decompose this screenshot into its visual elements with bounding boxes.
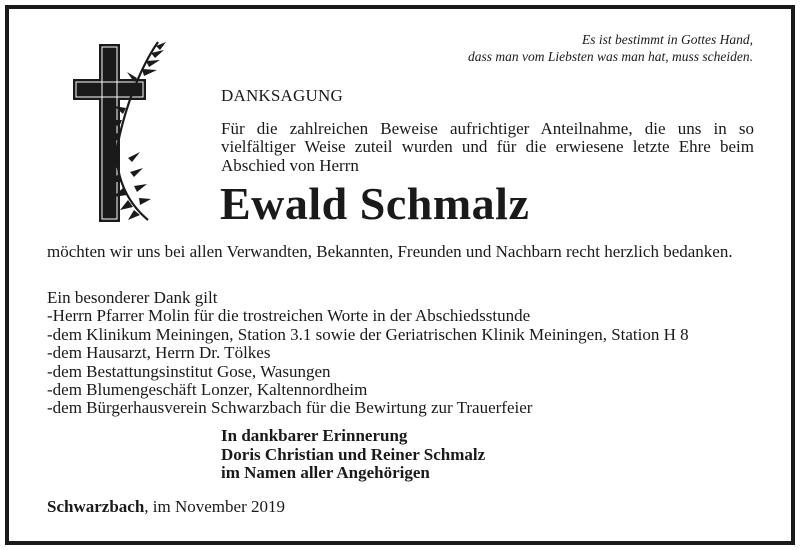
place-date: [47, 497, 285, 517]
thanks-text: möchten wir uns bei allen Verwandten, Bekannten, Freunden und Nachbarn recht herzlich bedanken.: [47, 242, 733, 261]
list-item: -dem Bestattungsinstitut Gose, Wasungen: [47, 361, 331, 381]
cross-with-palm-branch-icon: [70, 38, 170, 228]
place: Schwarzbach: [47, 497, 145, 516]
list-item: -dem Klinikum Meiningen, Station 3.1 sowie der Geriatrischen Klinik Meiningen, Station H 8: [47, 324, 689, 344]
intro-text: Für die zahlreichen Beweise aufrichtiger Anteilnahme, die uns in so vielfältiger Weise zuteil wurden und für die erwiesene letzte Ehre beim Abschied von Herrn: [221, 119, 754, 175]
signature-line-2: Doris Christian und Reiner Schmalz: [221, 444, 486, 464]
deceased-name: Ewald Schmalz: [220, 178, 530, 229]
quote-line-1: Es ist bestimmt in Gottes Hand,: [582, 32, 753, 47]
date: , im November 2019: [144, 497, 285, 516]
signature-line-1: In dankbarer Erinnerung: [221, 426, 408, 445]
list-item: -Herrn Pfarrer Molin für die trostreichen Worte in der Abschiedsstunde: [47, 306, 531, 326]
heading: DANKSAGUNG: [221, 86, 343, 105]
list-item: -dem Bürgerhausverein Schwarzbach für die Bewirtung zur Trauerfeier: [47, 398, 533, 418]
special-thanks: [47, 289, 689, 418]
list-item: -dem Blumengeschäft Lonzer, Kaltennordheim: [47, 380, 368, 400]
special-thanks-title: Ein besonderer Dank gilt: [47, 288, 218, 307]
list-item: -dem Hausarzt, Herrn Dr. Tölkes: [47, 343, 271, 363]
quote: [468, 31, 753, 65]
signature: [221, 427, 485, 483]
quote-line-2: dass man vom Liebsten was man hat, muss scheiden.: [468, 49, 753, 64]
signature-line-3: im Namen aller Angehörigen: [221, 463, 430, 483]
